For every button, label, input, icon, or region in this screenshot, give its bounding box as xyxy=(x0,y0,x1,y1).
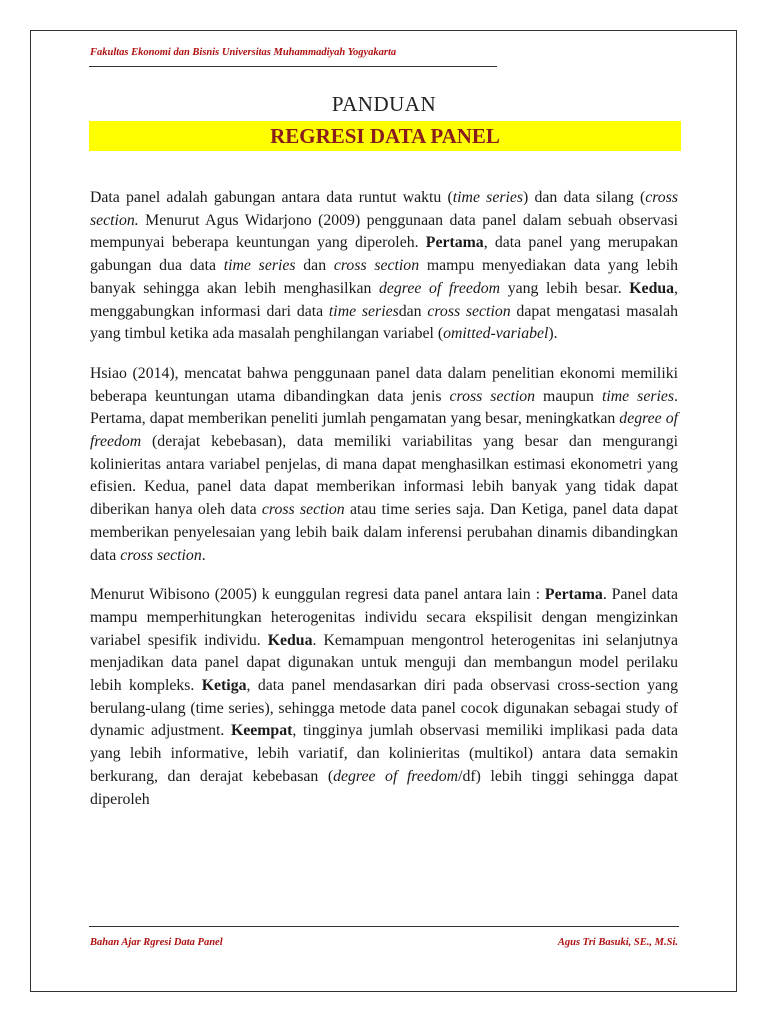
header-institution: Fakultas Ekonomi dan Bisnis Universitas Muhammadiyah Yogyakarta xyxy=(90,47,397,58)
italic-term: cross section xyxy=(261,501,345,519)
header-divider xyxy=(89,66,497,67)
paragraph xyxy=(90,187,678,346)
title-highlight-band xyxy=(89,121,681,151)
italic-term: cross section xyxy=(120,546,202,564)
bold-term: Pertama xyxy=(425,234,484,252)
text-run: maupun xyxy=(535,387,602,405)
title-panduan: PANDUAN xyxy=(331,92,437,116)
text-run: atau time series saja. Dan Ketiga, panel data dapat memberikan penyelesaian yang lebih baik dalam inferensi perubahan dinamis dibandingkan data xyxy=(90,501,678,564)
italic-term: time series xyxy=(601,387,675,405)
italic-term: cross section xyxy=(333,257,420,275)
italic-term: cross section xyxy=(427,302,511,320)
text-run: dan xyxy=(398,302,428,320)
text-run: . Kemampuan mengontrol heterogenitas ini selanjutnya menjadikan data panel dapat digunakan untuk menguji dan membangun model perilaku lebih kompleks. xyxy=(90,631,678,695)
text-run: , menggabungkan informasi dari data xyxy=(90,279,678,320)
text-run: /df) lebih tinggi sehingga dapat diperoleh xyxy=(90,767,678,808)
body-text xyxy=(90,187,678,828)
bold-term: Kedua xyxy=(267,631,313,649)
italic-term: degree of freedom xyxy=(333,767,459,785)
text-run: mampu menyediakan data yang lebih banyak sehingga akan lebih menghasilkan xyxy=(90,257,678,297)
footer-author: Agus Tri Basuki, SE., M.Si. xyxy=(557,937,678,948)
text-run: ). xyxy=(548,325,558,343)
text-run: dapat mengatasi masalah yang timbul ketika ada masalah penghilangan variabel ( xyxy=(90,302,678,343)
text-run: yang lebih besar. xyxy=(500,279,630,297)
italic-term: cross section. xyxy=(90,189,679,229)
italic-term: omitted-variabel xyxy=(443,325,549,343)
italic-term: time series xyxy=(452,189,524,206)
text-run: , tingginya jumlah observasi memiliki implikasi pada data yang lebih informative, lebih variatif, dan kolinieritas (multikol) antara data semakin berkurang, dan derajat kebebasan ( xyxy=(90,722,678,785)
text-run: Menurut Wibisono (2005) k eunggulan regresi data panel antara lain : xyxy=(90,586,545,604)
footer-course-title: Bahan Ajar Rgresi Data Panel xyxy=(90,937,223,948)
italic-term: time series xyxy=(223,257,296,275)
footer-divider xyxy=(89,926,679,927)
bold-term: Keempat xyxy=(230,722,293,740)
italic-term: cross section xyxy=(449,387,536,405)
text-run: , data panel yang merupakan gabungan dua data xyxy=(90,234,678,275)
text-run: . xyxy=(201,546,206,564)
text-run: . Pertama, dapat memberikan peneliti jumlah pengamatan yang besar, meningkatkan xyxy=(90,387,678,428)
paragraph xyxy=(90,584,678,811)
italic-term: degree of freedom xyxy=(379,279,501,297)
title-main: REGRESI DATA PANEL xyxy=(270,124,500,148)
italic-term: time series xyxy=(328,302,399,320)
text-run: (derajat kebebasan), data memiliki variabilitas yang besar dan mengurangi kolinieritas antara variabel penjelas, di mana dapat menghasilkan estimasi ekonometri yang efisien. Kedua, panel data dapat memberikan informasi lebih banyak yang tidak dapat diberikan hanya oleh data xyxy=(90,433,678,519)
italic-term: degree of freedom xyxy=(90,410,678,451)
bold-term: Ketiga xyxy=(201,677,247,695)
text-run: Data panel adalah gabungan antara data runtut waktu ( xyxy=(90,189,453,206)
paragraph xyxy=(90,363,678,567)
text-run: . Panel data mampu memperhitungkan heterogenitas individu secara ekspilisit dengan mengizinkan variabel spesifik individu. xyxy=(90,586,678,649)
bold-term: Pertama xyxy=(544,586,603,604)
text-run: , data panel mendasarkan diri pada observasi cross-section yang berulang-ulang (time series), sehingga metode data panel cocok digunakan sebagai study of dynamic adjustment. xyxy=(90,677,678,740)
text-run: ) dan data silang ( xyxy=(523,189,646,206)
text-run: Menurut Agus Widarjono (2009) penggunaan data panel dalam sebuah observasi mempunyai beberapa keuntungan yang diperoleh. xyxy=(90,211,678,252)
text-run: dan xyxy=(295,257,334,275)
bold-term: Kedua xyxy=(629,279,675,297)
text-run: Hsiao (2014), mencatat bahwa penggunaan panel data dalam penelitian ekonomi memiliki beberapa keuntungan utama dibandingkan data jenis xyxy=(90,364,678,405)
